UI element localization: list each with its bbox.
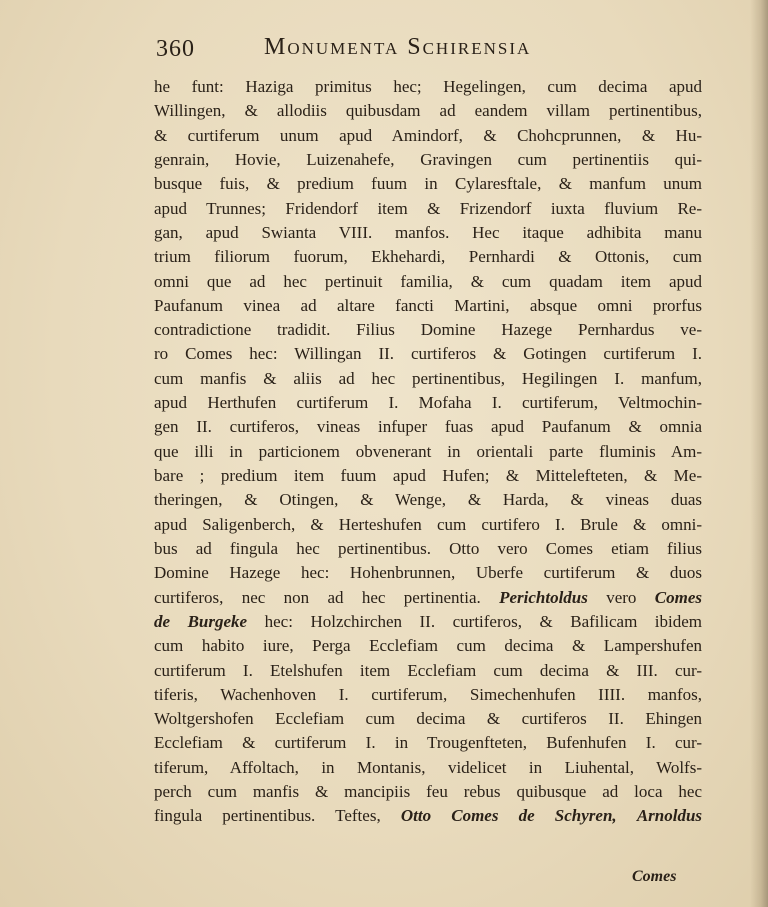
- page-header: [152, 30, 612, 70]
- text-line: Willingen, & allodiis quibusdam ad eandem villam pertinentibus,: [154, 101, 702, 121]
- text-line: theringen, & Otingen, & Wenge, & Harda, & vineas duas: [154, 490, 702, 510]
- text-line: tiferum, Affoltach, in Montanis, videlicet in Liuhental, Wolfs-: [154, 757, 702, 777]
- text-line: que illi in particionem obvenerant in orientali parte fluminis Am-: [154, 441, 702, 461]
- italic-place: de Burgeke: [154, 611, 248, 631]
- text-line: busque fuis, & predium fuum in Cylaresftale, & manfum unum: [154, 174, 702, 194]
- italic-title: Comes: [654, 587, 703, 607]
- text-line: gen II. curtiferos, vineas infuper fuas apud Paufanum & omnia: [154, 417, 702, 437]
- text-line: genrain, Hovie, Luizenahefe, Gravingen cum pertinentiis qui-: [154, 149, 702, 169]
- text-line: Woltgershofen Ecclefiam cum decima & curtiferos II. Ehingen: [154, 709, 702, 729]
- running-title: Monumenta Schirensia: [264, 34, 532, 60]
- text-line: tiferis, Wachenhoven I. curtiferum, Simechenhufen IIII. manfos,: [154, 684, 702, 704]
- text-line: bare ; predium item fuum apud Hufen; & Mittelefteten, & Me-: [154, 466, 702, 485]
- spine-shadow: [750, 0, 768, 907]
- text-line: apud Saligenberch, & Herteshufen cum curtifero I. Brule & omni-: [154, 514, 702, 534]
- text-line: Domine Hazege hec: Hohenbrunnen, Uberfe curtiferum & duos: [154, 563, 702, 583]
- text-line: Ecclefiam & curtiferum I. in Trougenfteten, Bufenhufen I. cur-: [154, 733, 702, 753]
- italic-name: Perichtoldus: [499, 587, 588, 607]
- text-line: perch cum manfis & mancipiis feu rebus quibusque ad loca hec: [154, 782, 702, 802]
- italic-witness: Otto Comes de Schyren,: [400, 806, 617, 826]
- text-line: contradictione tradidit. Filius Domine Hazege Pernhardus ve-: [154, 320, 702, 340]
- italic-witness: Arnoldus: [636, 806, 703, 826]
- text-line: Paufanum vinea ad altare fancti Martini, absque omni prorfus: [154, 295, 702, 315]
- text-line: [154, 804, 702, 828]
- page-number: 360: [156, 36, 195, 62]
- text-segment: fingula pertinentibus. Teftes,: [154, 806, 381, 826]
- text-line: ro Comes hec: Willingan II. curtiferos & Gotingen curtiferum I.: [154, 344, 702, 364]
- text-line: cum manfis & aliis ad hec pertinentibus, Hegilingen I. manfum,: [154, 368, 702, 388]
- text-line: gan, apud Swianta VIII. manfos. Hec itaque adhibita manu: [154, 222, 702, 242]
- text-line: apud Herthufen curtiferum I. Mofaha I. curtiferum, Veltmochin-: [154, 393, 702, 413]
- text-segment: vero: [606, 587, 637, 607]
- body-text: [154, 75, 702, 829]
- text-line: [154, 610, 702, 634]
- text-line: apud Trunnes; Fridendorf item & Frizendorf iuxta fluvium Re-: [154, 198, 702, 218]
- text-line: trium filiorum fuorum, Ekhehardi, Pernhardi & Ottonis, cum: [154, 247, 702, 267]
- text-line: curtiferum I. Etelshufen item Ecclefiam cum decima & III. cur-: [154, 660, 702, 680]
- text-line: & curtiferum unum apud Amindorf, & Chohcprunnen, & Hu-: [154, 125, 702, 145]
- text-line: omni que ad hec pertinuit familia, & cum quadam item apud: [154, 271, 702, 291]
- text-segment: curtiferos, nec non ad hec pertinentia.: [154, 587, 481, 607]
- text-segment: hec: Holzchirchen II. curtiferos, & Bafilicam ibidem: [264, 611, 703, 631]
- text-line: he funt: Haziga primitus hec; Hegelingen, cum decima apud: [154, 77, 702, 96]
- text-line: [154, 586, 702, 610]
- text-line: bus ad fingula hec pertinentibus. Otto vero Comes etiam filius: [154, 538, 702, 558]
- text-line: cum habito iure, Perga Ecclefiam cum decima & Lampershufen: [154, 636, 702, 656]
- catchword: Comes: [632, 868, 677, 885]
